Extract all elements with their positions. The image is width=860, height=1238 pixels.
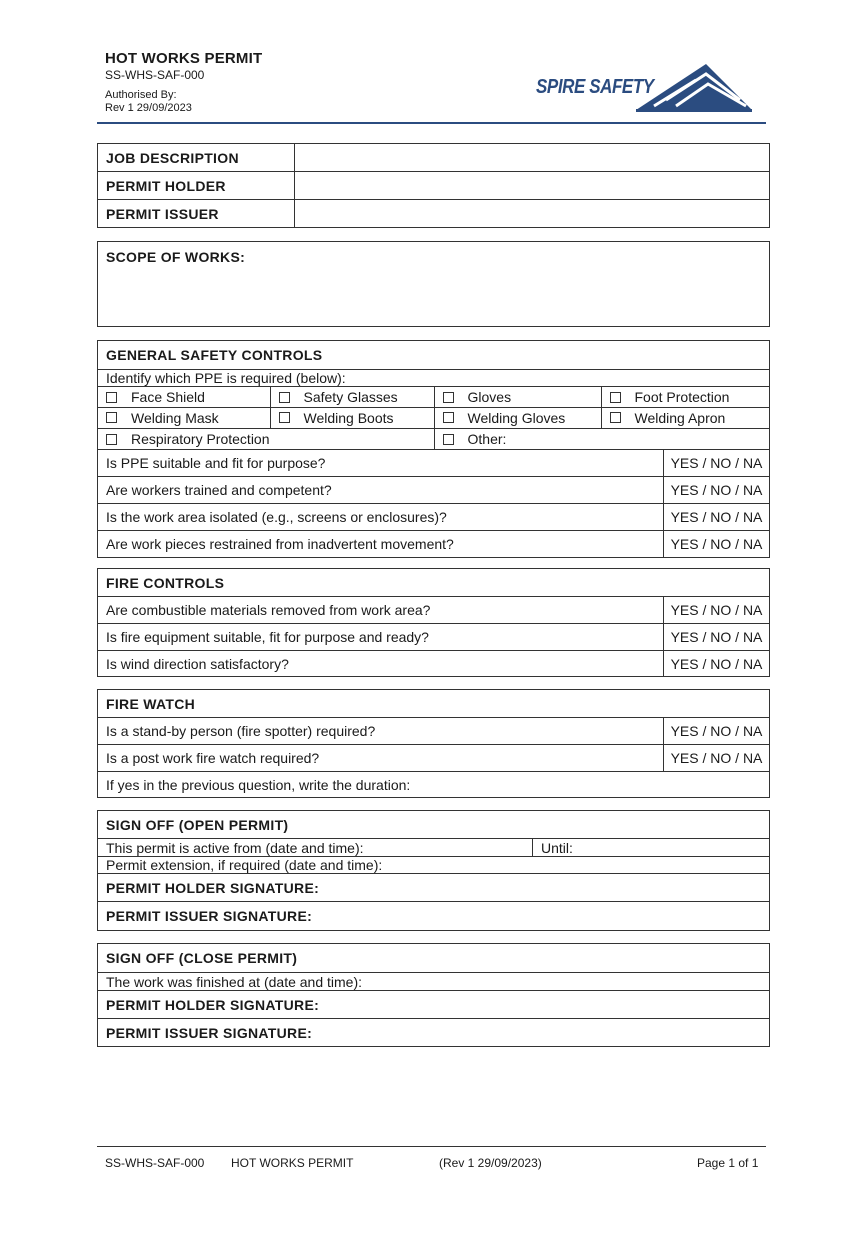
question-post-work-watch: Is a post work fire watch required?: [98, 745, 664, 772]
question-combustibles-removed: Are combustible materials removed from work area?: [98, 597, 664, 624]
document-title: HOT WORKS PERMIT: [105, 50, 263, 67]
checkbox-icon[interactable]: [610, 392, 621, 403]
checkbox-icon[interactable]: [443, 392, 454, 403]
checkbox-icon[interactable]: [279, 392, 290, 403]
ppe-safety-glasses[interactable]: [270, 387, 434, 407]
ppe-respiratory[interactable]: [98, 428, 434, 449]
question-fire-equipment: Is fire equipment suitable, fit for purpose and ready?: [98, 624, 664, 651]
checkbox-icon[interactable]: [443, 412, 454, 423]
revision-label: Rev 1 29/09/2023: [105, 102, 192, 114]
fire-watch-duration-field[interactable]: If yes in the previous question, write the duration:: [98, 772, 770, 798]
spire-safety-logo: [536, 60, 754, 114]
ppe-label: Safety Glasses: [303, 388, 398, 405]
document-code: SS-WHS-SAF-000: [105, 68, 205, 82]
footer-page-number: Page 1 of 1: [697, 1156, 759, 1170]
answer-wind-direction[interactable]: YES / NO / NA: [664, 651, 770, 677]
fire-controls-table: [97, 568, 770, 677]
active-from-field[interactable]: This permit is active from (date and time):: [98, 839, 533, 857]
general-safety-table: [97, 340, 770, 558]
ppe-welding-mask[interactable]: [98, 407, 270, 428]
checkbox-icon[interactable]: [106, 392, 117, 403]
checkbox-icon[interactable]: [106, 434, 117, 445]
footer-title: HOT WORKS PERMIT: [231, 1156, 354, 1170]
ppe-prompt: Identify which PPE is required (below):: [98, 370, 770, 387]
question-workers-trained: Are workers trained and competent?: [98, 477, 664, 504]
ppe-label: Respiratory Protection: [131, 430, 270, 447]
authorised-by: Authorised By:: [105, 89, 177, 101]
answer-standby-person[interactable]: YES / NO / NA: [664, 718, 770, 745]
answer-fire-equipment[interactable]: YES / NO / NA: [664, 624, 770, 651]
sign-off-open-heading: SIGN OFF (OPEN PERMIT): [98, 811, 770, 839]
ppe-label: Welding Boots: [303, 409, 394, 426]
ppe-label: Face Shield: [131, 388, 205, 405]
checkbox-icon[interactable]: [279, 412, 290, 423]
header-rule: [97, 122, 766, 124]
ppe-gloves[interactable]: [434, 387, 601, 407]
question-pieces-restrained: Are work pieces restrained from inadvertent movement?: [98, 531, 664, 558]
general-safety-heading: GENERAL SAFETY CONTROLS: [98, 341, 770, 370]
answer-post-work-watch[interactable]: YES / NO / NA: [664, 745, 770, 772]
footer-rule: [97, 1146, 766, 1147]
ppe-welding-apron[interactable]: [601, 407, 769, 428]
checkbox-icon[interactable]: [106, 412, 117, 423]
question-standby-person: Is a stand-by person (fire spotter) required?: [98, 718, 664, 745]
ppe-welding-gloves[interactable]: [434, 407, 601, 428]
ppe-label: Foot Protection: [634, 388, 730, 405]
until-field[interactable]: Until:: [533, 839, 770, 857]
extension-field[interactable]: Permit extension, if required (date and time):: [98, 857, 770, 874]
fire-controls-heading: FIRE CONTROLS: [98, 569, 770, 597]
close-holder-signature-field[interactable]: PERMIT HOLDER SIGNATURE:: [98, 991, 770, 1019]
job-details-table: [97, 143, 770, 228]
close-issuer-signature-field[interactable]: PERMIT ISSUER SIGNATURE:: [98, 1019, 770, 1047]
answer-ppe-suitable[interactable]: YES / NO / NA: [664, 450, 770, 477]
open-issuer-signature-field[interactable]: PERMIT ISSUER SIGNATURE:: [98, 902, 770, 931]
scope-of-works-label: SCOPE OF WORKS:: [106, 249, 246, 265]
footer-code: SS-WHS-SAF-000: [105, 1156, 205, 1170]
permit-issuer-field[interactable]: [295, 200, 770, 228]
permit-holder-field[interactable]: [295, 172, 770, 200]
answer-pieces-restrained[interactable]: YES / NO / NA: [664, 531, 770, 558]
job-description-field[interactable]: [295, 144, 770, 172]
logo-text: SPIRE SAFETY: [536, 76, 654, 98]
checkbox-icon[interactable]: [610, 412, 621, 423]
answer-combustibles-removed[interactable]: YES / NO / NA: [664, 597, 770, 624]
permit-holder-label: PERMIT HOLDER: [98, 172, 295, 200]
finished-at-field[interactable]: The work was finished at (date and time):: [98, 973, 770, 991]
ppe-label: Welding Mask: [131, 409, 219, 426]
checkbox-icon[interactable]: [443, 434, 454, 445]
fire-watch-table: [97, 689, 770, 798]
ppe-welding-boots[interactable]: [270, 407, 434, 428]
answer-area-isolated[interactable]: YES / NO / NA: [664, 504, 770, 531]
ppe-other[interactable]: [434, 428, 769, 449]
permit-issuer-label: PERMIT ISSUER: [98, 200, 295, 228]
footer-revision: (Rev 1 29/09/2023): [439, 1156, 542, 1170]
fire-watch-heading: FIRE WATCH: [98, 690, 770, 718]
ppe-face-shield[interactable]: [98, 387, 270, 407]
answer-workers-trained[interactable]: YES / NO / NA: [664, 477, 770, 504]
question-area-isolated: Is the work area isolated (e.g., screens or enclosures)?: [98, 504, 664, 531]
ppe-grid: [98, 387, 769, 449]
job-description-label: JOB DESCRIPTION: [98, 144, 295, 172]
ppe-label: Welding Gloves: [467, 409, 566, 426]
question-ppe-suitable: Is PPE suitable and fit for purpose?: [98, 450, 664, 477]
sign-off-open-table: [97, 810, 770, 931]
sign-off-close-table: [97, 943, 770, 1047]
ppe-foot-protection[interactable]: [601, 387, 769, 407]
ppe-label: Gloves: [467, 388, 512, 405]
open-holder-signature-field[interactable]: PERMIT HOLDER SIGNATURE:: [98, 874, 770, 902]
sign-off-close-heading: SIGN OFF (CLOSE PERMIT): [98, 944, 770, 973]
ppe-label: Welding Apron: [634, 409, 726, 426]
ppe-label: Other:: [467, 430, 507, 447]
question-wind-direction: Is wind direction satisfactory?: [98, 651, 664, 677]
mountain-icon: [636, 60, 754, 114]
scope-of-works-field[interactable]: [98, 242, 770, 327]
scope-table: [97, 241, 770, 327]
